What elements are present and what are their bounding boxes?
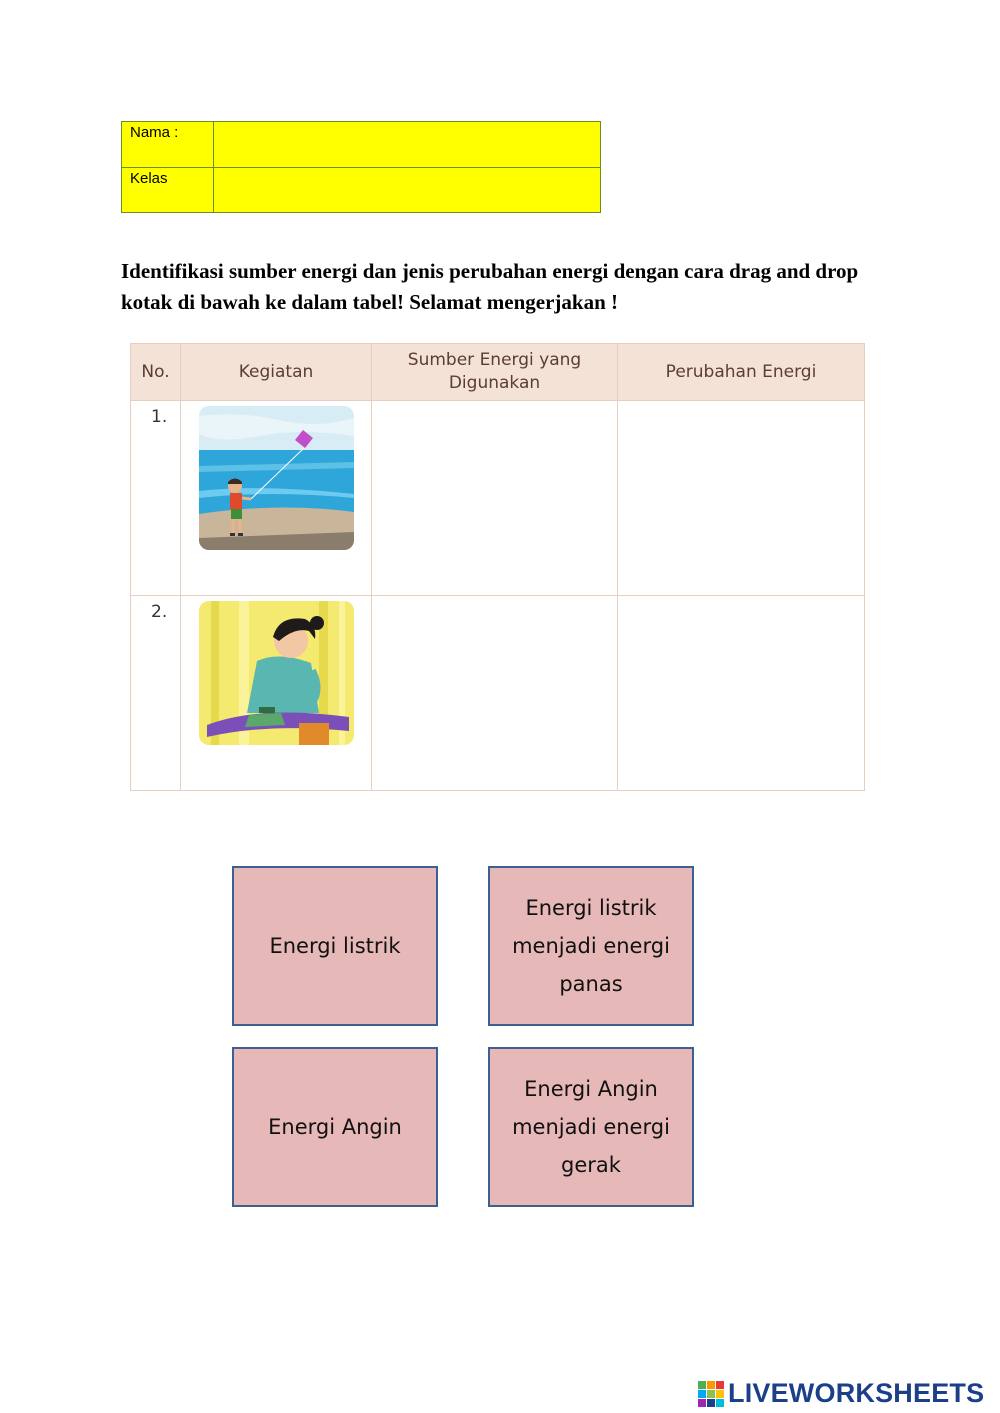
header-activity: Kegiatan: [181, 344, 372, 401]
row-number: 2.: [131, 596, 181, 791]
row-number: 1.: [131, 401, 181, 596]
drag-card-wind-energy[interactable]: Energi Angin: [232, 1047, 438, 1207]
class-label: Kelas: [122, 167, 214, 213]
kite-flying-image: [199, 406, 354, 550]
class-field[interactable]: [214, 167, 601, 213]
energy-source-drop-zone[interactable]: [372, 596, 618, 791]
header-energy-source: Sumber Energi yang Digunakan: [372, 344, 618, 401]
activity-table: [130, 343, 865, 791]
drag-card-electric-energy[interactable]: Energi listrik: [232, 866, 438, 1026]
name-field[interactable]: [214, 122, 601, 168]
ironing-image: [199, 601, 354, 745]
table-header-row: [131, 344, 865, 401]
drag-card-wind-to-motion[interactable]: Energi Angin menjadi energi gerak: [488, 1047, 694, 1207]
liveworksheets-logo-icon: [698, 1381, 724, 1407]
identity-table: [121, 121, 601, 213]
energy-change-drop-zone[interactable]: [618, 401, 865, 596]
instruction-text: Identifikasi sumber energi dan jenis perubahan energi dengan cara drag and drop kotak di bawah ke dalam tabel! Selamat mengerjakan !: [121, 259, 859, 314]
header-no: No.: [131, 344, 181, 401]
energy-change-drop-zone[interactable]: [618, 596, 865, 791]
activity-cell: [181, 596, 372, 791]
header-energy-change: Perubahan Energi: [618, 344, 865, 401]
activity-cell: [181, 401, 372, 596]
energy-source-drop-zone[interactable]: [372, 401, 618, 596]
table-row: [131, 401, 865, 596]
table-row: [131, 596, 865, 791]
logo-text: LIVEWORKSHEETS: [728, 1378, 985, 1408]
drag-card-electric-to-heat[interactable]: Energi listrik menjadi energi panas: [488, 866, 694, 1026]
liveworksheets-logo: [698, 1378, 984, 1409]
name-label: Nama :: [122, 122, 214, 168]
